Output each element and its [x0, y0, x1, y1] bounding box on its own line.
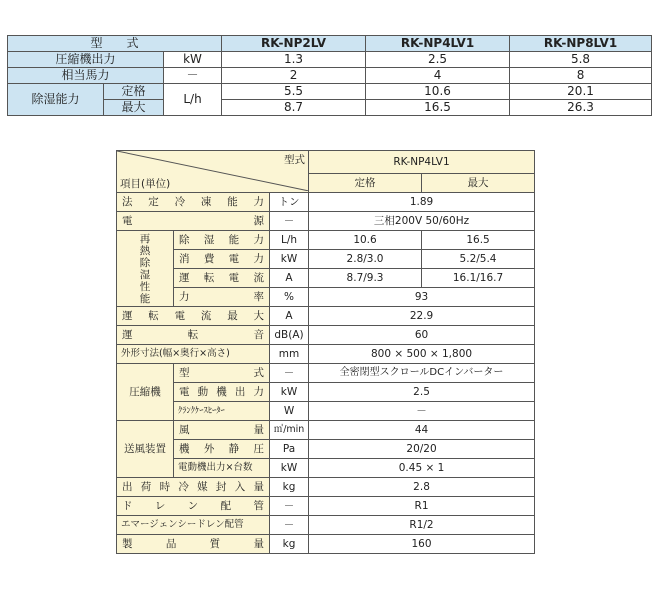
fan-group-label: 送風装置: [117, 421, 174, 478]
value: 26.3: [510, 100, 652, 116]
value: 2: [222, 68, 366, 84]
table-row: [117, 345, 535, 364]
row-label: 運転電流最大: [117, 307, 270, 326]
value: 10.6: [366, 84, 510, 100]
unit: kg: [270, 535, 309, 554]
row-label: 除湿能力: [174, 231, 270, 250]
unit: トン: [270, 193, 309, 212]
value: 2.5: [309, 383, 535, 402]
table-row: [117, 212, 535, 231]
row-label: 除湿能力: [8, 84, 104, 116]
row-label: 相当馬力: [8, 68, 164, 84]
row-label: ドレン配管: [117, 497, 270, 516]
row-label: 力 率: [174, 288, 270, 307]
value: 三相200V 50/60Hz: [309, 212, 535, 231]
value: 8: [510, 68, 652, 84]
table-header-row: [8, 36, 652, 52]
unit: －: [270, 497, 309, 516]
row-label: 電動機出力×台数: [174, 459, 270, 478]
value: R1/2: [309, 516, 535, 535]
unit: L/h: [270, 231, 309, 250]
unit: －: [164, 68, 222, 84]
reheat-group-label: 再熱除湿性能: [139, 232, 151, 305]
value: 8.7/9.3: [309, 269, 422, 288]
col-rated: 定格: [309, 174, 422, 193]
model-name: RK-NP4LV1: [366, 36, 510, 52]
model-label: 型 式: [8, 36, 222, 52]
row-label: 製品質量: [117, 535, 270, 554]
model-comparison-table: [7, 35, 652, 116]
table-row: [117, 440, 535, 459]
row-label: 圧縮機出力: [8, 52, 164, 68]
table-row: [117, 307, 535, 326]
value: 5.8: [510, 52, 652, 68]
compressor-group-label: 圧縮機: [117, 364, 174, 421]
unit: L/h: [164, 84, 222, 116]
value: 2.8: [309, 478, 535, 497]
row-label: 電 源: [117, 212, 270, 231]
row-label: 運転電流: [174, 269, 270, 288]
value: 8.7: [222, 100, 366, 116]
value: 60: [309, 326, 535, 345]
table-row: [8, 52, 652, 68]
table-row: [117, 193, 535, 212]
unit: ㎥/min: [270, 421, 309, 440]
row-label: 出荷時冷媒封入量: [117, 478, 270, 497]
unit: kg: [270, 478, 309, 497]
value: 93: [309, 288, 535, 307]
spec-header-row: [117, 151, 535, 174]
table-row: [117, 497, 535, 516]
table-row: [117, 250, 535, 269]
table-row: [8, 100, 652, 116]
value: 20/20: [309, 440, 535, 459]
table-row: [117, 326, 535, 345]
table-row: [8, 84, 652, 100]
unit: %: [270, 288, 309, 307]
table-row: [117, 516, 535, 535]
value: 800 × 500 × 1,800: [309, 345, 535, 364]
unit: －: [270, 364, 309, 383]
model-name: RK-NP8LV1: [510, 36, 652, 52]
row-label: ｸﾗﾝｸｹｰｽﾋｰﾀｰ: [174, 402, 270, 421]
corner-item-label: 項目(単位): [120, 178, 171, 190]
table-row: [117, 231, 535, 250]
row-label: 消費電力: [174, 250, 270, 269]
table-row: [117, 478, 535, 497]
row-label: エマージェンシードレン配管: [117, 516, 270, 535]
value: 全密閉型スクロールDCインバーター: [309, 364, 535, 383]
corner-cell: [117, 151, 309, 193]
unit: kW: [164, 52, 222, 68]
value: 160: [309, 535, 535, 554]
value: 10.6: [309, 231, 422, 250]
value: 16.1/16.7: [422, 269, 535, 288]
row-label: 電動機出力: [174, 383, 270, 402]
unit: kW: [270, 459, 309, 478]
value: 0.45 × 1: [309, 459, 535, 478]
value: －: [309, 402, 535, 421]
table-row: [117, 364, 535, 383]
value: 5.2/5.4: [422, 250, 535, 269]
corner-model-label: 型式: [284, 154, 306, 166]
spec-model-name: RK-NP4LV1: [309, 151, 535, 174]
table-row: [117, 421, 535, 440]
unit: mm: [270, 345, 309, 364]
table-row: [8, 68, 652, 84]
sub-label: 定格: [104, 84, 164, 100]
group-label: [117, 231, 174, 307]
value: 1.89: [309, 193, 535, 212]
table-row: [117, 459, 535, 478]
table-row: [117, 288, 535, 307]
row-label: 型 式: [174, 364, 270, 383]
row-label: 風 量: [174, 421, 270, 440]
spec-table: [116, 150, 535, 554]
unit: dB(A): [270, 326, 309, 345]
table-row: [117, 402, 535, 421]
unit: kW: [270, 250, 309, 269]
value: 1.3: [222, 52, 366, 68]
value: 4: [366, 68, 510, 84]
row-label: 機外静圧: [174, 440, 270, 459]
value: R1: [309, 497, 535, 516]
row-label: 外形寸法(幅×奥行×高さ): [117, 345, 270, 364]
sub-label: 最大: [104, 100, 164, 116]
row-label: 運転音: [117, 326, 270, 345]
unit: Pa: [270, 440, 309, 459]
value: 5.5: [222, 84, 366, 100]
table-row: [117, 535, 535, 554]
value: 44: [309, 421, 535, 440]
unit: －: [270, 516, 309, 535]
value: 22.9: [309, 307, 535, 326]
unit: W: [270, 402, 309, 421]
unit: A: [270, 269, 309, 288]
unit: kW: [270, 383, 309, 402]
table-row: [117, 383, 535, 402]
col-max: 最大: [422, 174, 535, 193]
unit: －: [270, 212, 309, 231]
table-row: [117, 269, 535, 288]
model-name: RK-NP2LV: [222, 36, 366, 52]
unit: A: [270, 307, 309, 326]
value: 20.1: [510, 84, 652, 100]
value: 16.5: [366, 100, 510, 116]
value: 2.5: [366, 52, 510, 68]
value: 16.5: [422, 231, 535, 250]
value: 2.8/3.0: [309, 250, 422, 269]
row-label: 法定冷凍能力: [117, 193, 270, 212]
